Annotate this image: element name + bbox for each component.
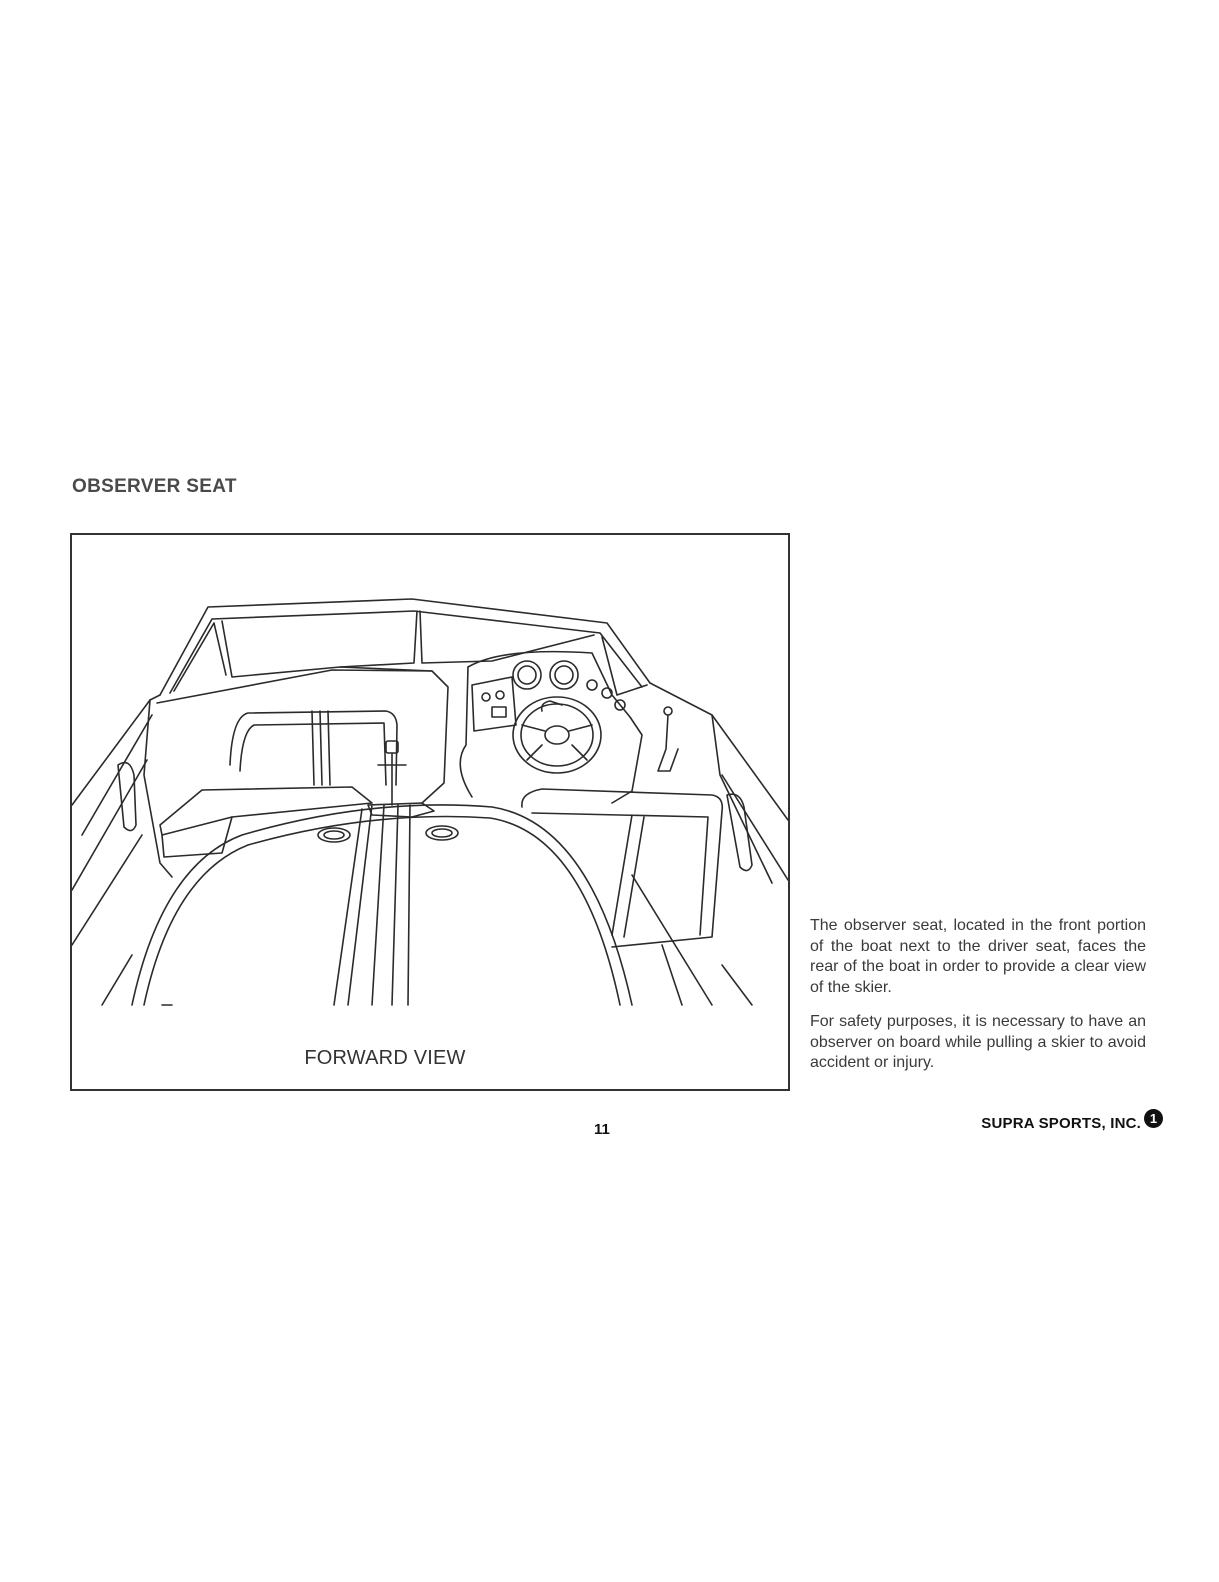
figure-frame [70, 533, 790, 1091]
paragraph-safety: For safety purposes, it is necessary to have an observer on board while pulling a skier to avoid accident or injury. [810, 1013, 1146, 1071]
figure-caption: FORWARD VIEW [304, 1047, 466, 1069]
brand-name: SUPRA SPORTS, INC. [981, 1115, 1141, 1132]
page-number: 11 [594, 1121, 610, 1138]
chapter-badge: 1 [1144, 1109, 1163, 1128]
section-title: OBSERVER SEAT [72, 476, 237, 497]
brand-footer [981, 1111, 1163, 1133]
body-text [810, 916, 1146, 1088]
paragraph-observer-seat-location: The observer seat, located in the front portion of the boat next to the driver seat, faces the rear of the boat in order to provide a clear view of the skier. [810, 917, 1146, 996]
boat-interior-illustration [72, 535, 788, 1089]
